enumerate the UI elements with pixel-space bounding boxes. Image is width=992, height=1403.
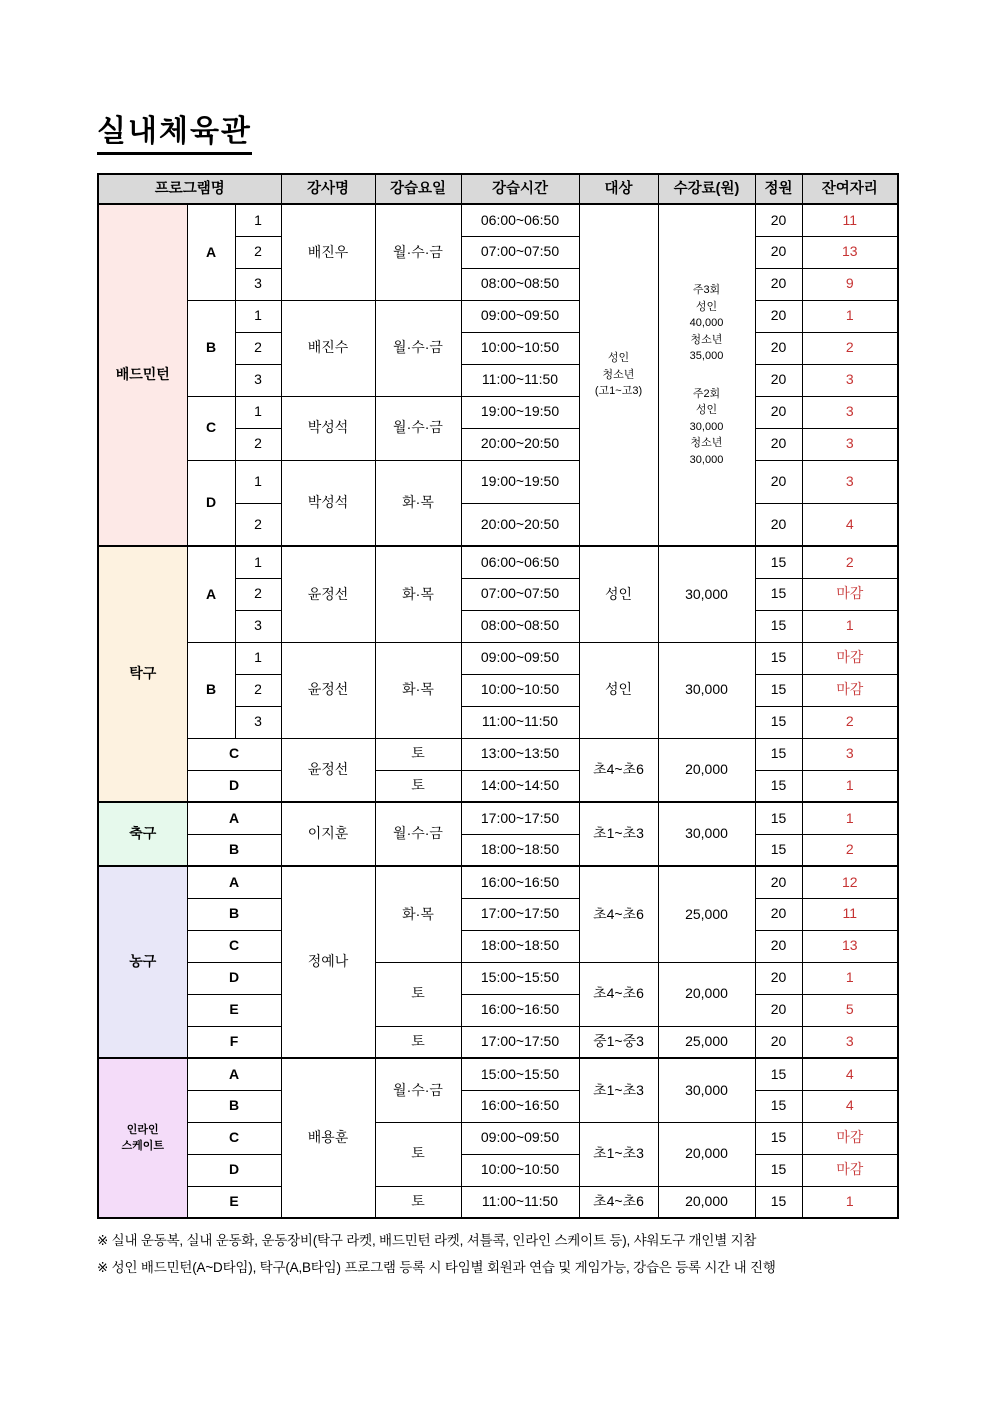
time-cell: 11:00~11:50 xyxy=(461,1186,579,1218)
remaining-cell: 1 xyxy=(802,610,898,642)
class-cell: A xyxy=(187,802,281,834)
remaining-cell: 5 xyxy=(802,994,898,1026)
target-line: (고1~고3) xyxy=(594,385,643,398)
col-header-4: 대상 xyxy=(579,174,658,204)
days-cell: 토 xyxy=(375,1122,461,1186)
class-cell: B xyxy=(187,1090,281,1122)
program-cell xyxy=(98,1058,187,1218)
target-cell: 초4~초6 xyxy=(579,866,658,962)
remaining-cell: 2 xyxy=(802,706,898,738)
capacity-cell: 20 xyxy=(755,428,802,460)
remaining-cell: 마감 xyxy=(802,674,898,706)
capacity-cell: 15 xyxy=(755,642,802,674)
days-cell: 토 xyxy=(375,1186,461,1218)
capacity-cell: 20 xyxy=(755,994,802,1026)
remaining-cell: 4 xyxy=(802,503,898,546)
remaining-cell: 3 xyxy=(802,396,898,428)
remaining-cell: 13 xyxy=(802,236,898,268)
time-cell: 10:00~10:50 xyxy=(461,332,579,364)
remaining-cell: 2 xyxy=(802,546,898,578)
fee-cell: 20,000 xyxy=(658,1186,755,1218)
program-cell: 농구 xyxy=(98,866,187,1058)
capacity-cell: 15 xyxy=(755,578,802,610)
session-cell: 1 xyxy=(235,642,281,674)
target-cell: 초4~초6 xyxy=(579,962,658,1026)
fee-cell: 20,000 xyxy=(658,1122,755,1186)
time-cell: 16:00~16:50 xyxy=(461,994,579,1026)
time-cell: 19:00~19:50 xyxy=(461,396,579,428)
days-cell: 화·목 xyxy=(375,866,461,962)
session-cell: 2 xyxy=(235,674,281,706)
fee-cell: 20,000 xyxy=(658,962,755,1026)
fee-line: 40,000 xyxy=(689,317,724,329)
remaining-cell: 마감 xyxy=(802,578,898,610)
days-cell: 토 xyxy=(375,770,461,802)
remaining-cell: 1 xyxy=(802,1186,898,1218)
target-cell: 초1~초3 xyxy=(579,1058,658,1122)
fee-cell: 30,000 xyxy=(658,642,755,738)
remaining-cell: 3 xyxy=(802,460,898,503)
col-header-0: 프로그램명 xyxy=(98,174,281,204)
time-cell: 13:00~13:50 xyxy=(461,738,579,770)
session-cell: 1 xyxy=(235,300,281,332)
capacity-cell: 20 xyxy=(755,930,802,962)
capacity-cell: 20 xyxy=(755,300,802,332)
fee-cell: 25,000 xyxy=(658,1026,755,1058)
session-cell: 3 xyxy=(235,706,281,738)
days-cell: 월·수·금 xyxy=(375,300,461,396)
remaining-cell: 11 xyxy=(802,898,898,930)
fee-cell: 30,000 xyxy=(658,1058,755,1122)
time-cell: 17:00~17:50 xyxy=(461,1026,579,1058)
fee-line: 주2회 xyxy=(692,387,721,400)
class-cell: B xyxy=(187,898,281,930)
target-cell: 초1~초3 xyxy=(579,802,658,866)
class-cell: C xyxy=(187,1122,281,1154)
time-cell: 20:00~20:50 xyxy=(461,503,579,546)
time-cell: 19:00~19:50 xyxy=(461,460,579,503)
class-cell: A xyxy=(187,866,281,898)
instructor-cell: 배진우 xyxy=(281,204,375,300)
class-cell: C xyxy=(187,930,281,962)
col-header-5: 수강료(원) xyxy=(658,174,755,204)
capacity-cell: 15 xyxy=(755,738,802,770)
target-cell: 중1~중3 xyxy=(579,1026,658,1058)
class-cell: A xyxy=(187,204,235,300)
instructor-cell: 배용훈 xyxy=(281,1058,375,1218)
remaining-cell: 12 xyxy=(802,866,898,898)
capacity-cell: 15 xyxy=(755,770,802,802)
class-cell: D xyxy=(187,962,281,994)
session-cell: 3 xyxy=(235,610,281,642)
days-cell: 토 xyxy=(375,738,461,770)
time-cell: 11:00~11:50 xyxy=(461,364,579,396)
target-line: 청소년 xyxy=(602,368,635,381)
class-cell: B xyxy=(187,834,281,866)
remaining-cell: 4 xyxy=(802,1090,898,1122)
target-cell: 성인 xyxy=(579,546,658,642)
fee-line: 청소년 xyxy=(690,333,723,346)
time-cell: 08:00~08:50 xyxy=(461,610,579,642)
time-cell: 11:00~11:50 xyxy=(461,706,579,738)
days-cell: 월·수·금 xyxy=(375,396,461,460)
program-cell: 탁구 xyxy=(98,546,187,802)
days-cell: 토 xyxy=(375,1026,461,1058)
session-cell: 2 xyxy=(235,236,281,268)
fee-line: 30,000 xyxy=(689,453,724,466)
remaining-cell: 마감 xyxy=(802,1154,898,1186)
fee-cell: 20,000 xyxy=(658,738,755,802)
program-line: 스케이트 xyxy=(121,1140,164,1152)
target-cell: 초4~초6 xyxy=(579,738,658,802)
instructor-cell: 박성석 xyxy=(281,396,375,460)
time-cell: 14:00~14:50 xyxy=(461,770,579,802)
capacity-cell: 15 xyxy=(755,802,802,834)
class-cell: D xyxy=(187,770,281,802)
fee-line: 30,000 xyxy=(689,420,724,433)
session-cell: 1 xyxy=(235,396,281,428)
capacity-cell: 20 xyxy=(755,204,802,236)
remaining-cell: 13 xyxy=(802,930,898,962)
session-cell: 1 xyxy=(235,460,281,503)
class-cell: B xyxy=(187,300,235,396)
remaining-cell: 2 xyxy=(802,332,898,364)
capacity-cell: 20 xyxy=(755,268,802,300)
fee-line: 주3회 xyxy=(692,284,721,296)
capacity-cell: 15 xyxy=(755,1058,802,1090)
time-cell: 09:00~09:50 xyxy=(461,1122,579,1154)
capacity-cell: 15 xyxy=(755,1122,802,1154)
capacity-cell: 15 xyxy=(755,834,802,866)
footnote-equipment: ※ 실내 운동복, 실내 운동화, 운동장비(탁구 라켓, 배드민턴 라켓, 셔틀콕, 인라인 스케이트 등), 샤워도구 개인별 지참 xyxy=(97,1233,757,1248)
capacity-cell: 20 xyxy=(755,866,802,898)
days-cell: 월·수·금 xyxy=(375,204,461,300)
col-header-1: 강사명 xyxy=(281,174,375,204)
capacity-cell: 15 xyxy=(755,546,802,578)
time-cell: 17:00~17:50 xyxy=(461,898,579,930)
time-cell: 15:00~15:50 xyxy=(461,1058,579,1090)
time-cell: 15:00~15:50 xyxy=(461,962,579,994)
time-cell: 18:00~18:50 xyxy=(461,930,579,962)
target-cell: 초1~초3 xyxy=(579,1122,658,1186)
time-cell: 17:00~17:50 xyxy=(461,802,579,834)
remaining-cell: 3 xyxy=(802,738,898,770)
capacity-cell: 20 xyxy=(755,236,802,268)
program-cell: 축구 xyxy=(98,802,187,866)
capacity-cell: 20 xyxy=(755,898,802,930)
time-cell: 09:00~09:50 xyxy=(461,642,579,674)
capacity-cell: 20 xyxy=(755,396,802,428)
days-cell: 화·목 xyxy=(375,642,461,738)
remaining-cell: 2 xyxy=(802,834,898,866)
fee-line: 성인 xyxy=(695,404,718,416)
remaining-cell: 1 xyxy=(802,770,898,802)
fee-cell: 30,000 xyxy=(658,802,755,866)
time-cell: 18:00~18:50 xyxy=(461,834,579,866)
time-cell: 07:00~07:50 xyxy=(461,578,579,610)
remaining-cell: 9 xyxy=(802,268,898,300)
col-header-3: 강습시간 xyxy=(461,174,579,204)
time-cell: 07:00~07:50 xyxy=(461,236,579,268)
class-cell: D xyxy=(187,1154,281,1186)
class-cell: B xyxy=(187,642,235,738)
fee-line: 성인 xyxy=(695,300,718,313)
instructor-cell: 윤정선 xyxy=(281,546,375,642)
instructor-cell: 윤정선 xyxy=(281,642,375,738)
session-cell: 1 xyxy=(235,546,281,578)
time-cell: 16:00~16:50 xyxy=(461,1090,579,1122)
fee-cell: 25,000 xyxy=(658,866,755,962)
time-cell: 06:00~06:50 xyxy=(461,204,579,236)
time-cell: 10:00~10:50 xyxy=(461,674,579,706)
time-cell: 16:00~16:50 xyxy=(461,866,579,898)
page-title: 실내체육관 xyxy=(97,106,252,155)
remaining-cell: 마감 xyxy=(802,642,898,674)
time-cell: 10:00~10:50 xyxy=(461,1154,579,1186)
time-cell: 09:00~09:50 xyxy=(461,300,579,332)
remaining-cell: 3 xyxy=(802,428,898,460)
days-cell: 화·목 xyxy=(375,460,461,546)
days-cell: 화·목 xyxy=(375,546,461,642)
fee-line: 청소년 xyxy=(690,437,723,449)
target-cell: 초4~초6 xyxy=(579,1186,658,1218)
remaining-cell: 3 xyxy=(802,1026,898,1058)
fee-line xyxy=(659,365,755,386)
fee-cell: 30,000 xyxy=(658,546,755,642)
session-cell: 2 xyxy=(235,503,281,546)
footnotes xyxy=(97,1227,917,1281)
capacity-cell: 20 xyxy=(755,1026,802,1058)
remaining-cell: 1 xyxy=(802,300,898,332)
instructor-cell: 박성석 xyxy=(281,460,375,546)
class-cell: E xyxy=(187,994,281,1026)
class-cell: C xyxy=(187,396,235,460)
capacity-cell: 15 xyxy=(755,674,802,706)
instructor-cell: 정예나 xyxy=(281,866,375,1058)
target-cell xyxy=(579,204,658,546)
class-cell: A xyxy=(187,546,235,642)
remaining-cell: 1 xyxy=(802,962,898,994)
col-header-6: 정원 xyxy=(755,174,802,204)
capacity-cell: 15 xyxy=(755,706,802,738)
days-cell: 월·수·금 xyxy=(375,802,461,866)
capacity-cell: 20 xyxy=(755,503,802,546)
class-cell: A xyxy=(187,1058,281,1090)
program-table xyxy=(97,173,899,1219)
session-cell: 2 xyxy=(235,428,281,460)
class-cell: C xyxy=(187,738,281,770)
session-cell: 2 xyxy=(235,332,281,364)
instructor-cell: 이지훈 xyxy=(281,802,375,866)
instructor-cell: 배진수 xyxy=(281,300,375,396)
capacity-cell: 15 xyxy=(755,1154,802,1186)
col-header-7: 잔여자리 xyxy=(802,174,898,204)
days-cell: 토 xyxy=(375,962,461,1026)
class-cell: E xyxy=(187,1186,281,1218)
col-header-2: 강습요일 xyxy=(375,174,461,204)
session-cell: 3 xyxy=(235,364,281,396)
target-line: 성인 xyxy=(607,352,630,365)
session-cell: 2 xyxy=(235,578,281,610)
instructor-cell: 윤정선 xyxy=(281,738,375,802)
capacity-cell: 20 xyxy=(755,962,802,994)
class-cell: D xyxy=(187,460,235,546)
capacity-cell: 15 xyxy=(755,1186,802,1218)
fee-cell xyxy=(658,204,755,546)
time-cell: 20:00~20:50 xyxy=(461,428,579,460)
remaining-cell: 1 xyxy=(802,802,898,834)
capacity-cell: 20 xyxy=(755,460,802,503)
capacity-cell: 20 xyxy=(755,364,802,396)
remaining-cell: 마감 xyxy=(802,1122,898,1154)
capacity-cell: 20 xyxy=(755,332,802,364)
footnote-registration: ※ 성인 배드민턴(A~D타임), 탁구(A,B타임) 프로그램 등록 시 타임별 회원과 연습 및 게임가능, 강습은 등록 시간 내 진행 xyxy=(97,1260,776,1275)
capacity-cell: 15 xyxy=(755,610,802,642)
session-cell: 3 xyxy=(235,268,281,300)
class-cell: F xyxy=(187,1026,281,1058)
remaining-cell: 11 xyxy=(802,204,898,236)
remaining-cell: 4 xyxy=(802,1058,898,1090)
target-cell: 성인 xyxy=(579,642,658,738)
days-cell: 월·수·금 xyxy=(375,1058,461,1122)
fee-line: 35,000 xyxy=(689,350,724,362)
capacity-cell: 15 xyxy=(755,1090,802,1122)
time-cell: 08:00~08:50 xyxy=(461,268,579,300)
program-line: 인라인 xyxy=(126,1123,159,1136)
session-cell: 1 xyxy=(235,204,281,236)
remaining-cell: 3 xyxy=(802,364,898,396)
program-cell: 배드민턴 xyxy=(98,204,187,546)
time-cell: 06:00~06:50 xyxy=(461,546,579,578)
